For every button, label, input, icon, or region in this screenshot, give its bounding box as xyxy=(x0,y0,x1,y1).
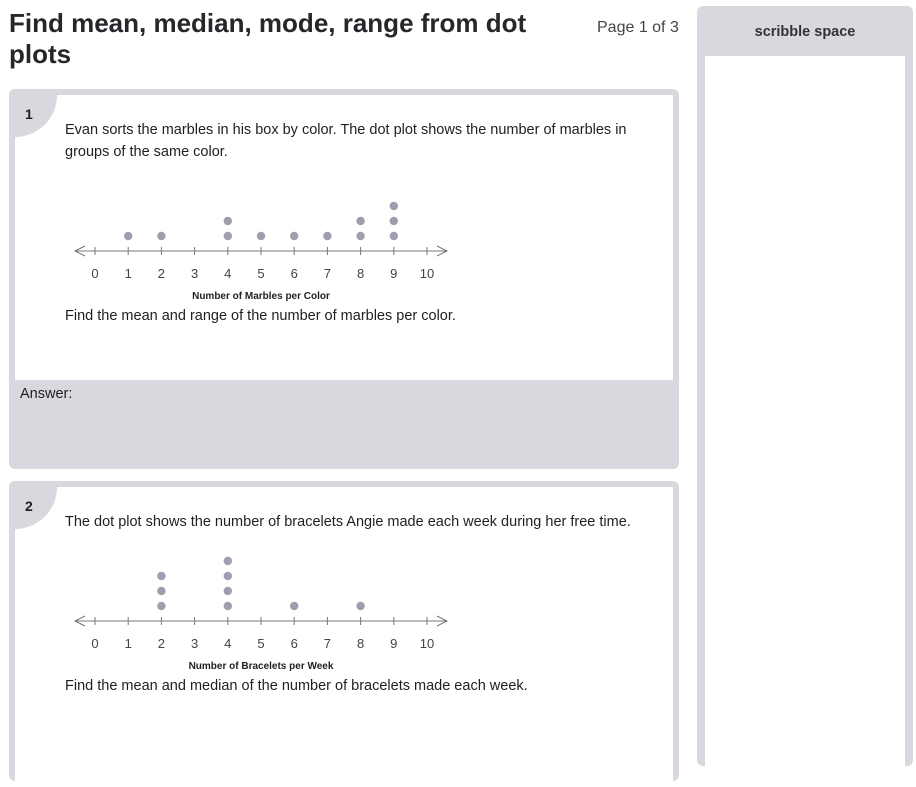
tick-label: 7 xyxy=(323,636,332,651)
tick-label: 0 xyxy=(91,636,99,651)
data-dot xyxy=(356,602,364,610)
tick-label: 2 xyxy=(157,266,166,281)
data-dot xyxy=(224,587,232,595)
tick-label: 9 xyxy=(390,266,398,281)
x-axis-label: Number of Bracelets per Week xyxy=(188,661,334,671)
tick-label: 9 xyxy=(390,636,398,651)
data-dot xyxy=(157,602,165,610)
tick-label: 3 xyxy=(190,636,199,651)
question-text: Evan sorts the marbles in his box by color. The dot plot shows the number of marbles in groups of the same color. xyxy=(65,122,627,160)
answer-label: Answer: xyxy=(20,386,73,402)
page-number: Page 1 of 3 xyxy=(597,19,679,36)
data-dot xyxy=(224,602,232,610)
question-number: 1 xyxy=(15,95,57,137)
tick-label: 10 xyxy=(419,636,435,651)
data-dot xyxy=(390,232,398,240)
scribble-area[interactable] xyxy=(705,56,905,766)
tick-label: 10 xyxy=(419,266,435,281)
tick-label: 4 xyxy=(224,266,232,281)
question-prompt: Find the mean and range of the number of marbles per color. xyxy=(65,308,456,324)
data-dot xyxy=(157,572,165,580)
dot-plot-bracelets xyxy=(65,541,465,671)
answer-area[interactable] xyxy=(15,380,673,463)
data-dot xyxy=(157,232,165,240)
tick-label: 3 xyxy=(190,266,199,281)
tick-label: 0 xyxy=(91,266,99,281)
data-dot xyxy=(390,217,398,225)
data-dot xyxy=(157,587,165,595)
question-number: 2 xyxy=(15,487,57,529)
page-title: Find mean, median, mode, range from dot plots xyxy=(9,8,527,69)
dot-plot-marbles xyxy=(65,171,465,301)
tick-label: 1 xyxy=(124,266,132,281)
tick-label: 4 xyxy=(224,636,232,651)
data-dot xyxy=(257,232,265,240)
question-text: The dot plot shows the number of bracelets Angie made each week during her free time. xyxy=(65,514,631,530)
question-prompt: Find the mean and median of the number of bracelets made each week. xyxy=(65,678,528,694)
data-dot xyxy=(224,217,232,225)
tick-label: 7 xyxy=(323,266,332,281)
data-dot xyxy=(224,232,232,240)
data-dot xyxy=(290,232,298,240)
tick-label: 5 xyxy=(257,266,265,281)
scribble-header: scribble space xyxy=(754,24,856,40)
data-dot xyxy=(356,232,364,240)
question-card-1 xyxy=(9,89,679,469)
tick-label: 2 xyxy=(157,636,166,651)
data-dot xyxy=(290,602,298,610)
scribble-panel xyxy=(697,6,913,766)
x-axis-label: Number of Marbles per Color xyxy=(192,291,330,301)
question-card-2 xyxy=(9,481,679,781)
tick-label: 8 xyxy=(356,266,365,281)
data-dot xyxy=(390,202,398,210)
data-dot xyxy=(224,572,232,580)
tick-label: 6 xyxy=(290,636,298,651)
data-dot xyxy=(224,557,232,565)
data-dot xyxy=(124,232,132,240)
tick-label: 6 xyxy=(290,266,298,281)
data-dot xyxy=(323,232,331,240)
tick-label: 5 xyxy=(257,636,265,651)
data-dot xyxy=(356,217,364,225)
tick-label: 8 xyxy=(356,636,365,651)
tick-label: 1 xyxy=(124,636,132,651)
